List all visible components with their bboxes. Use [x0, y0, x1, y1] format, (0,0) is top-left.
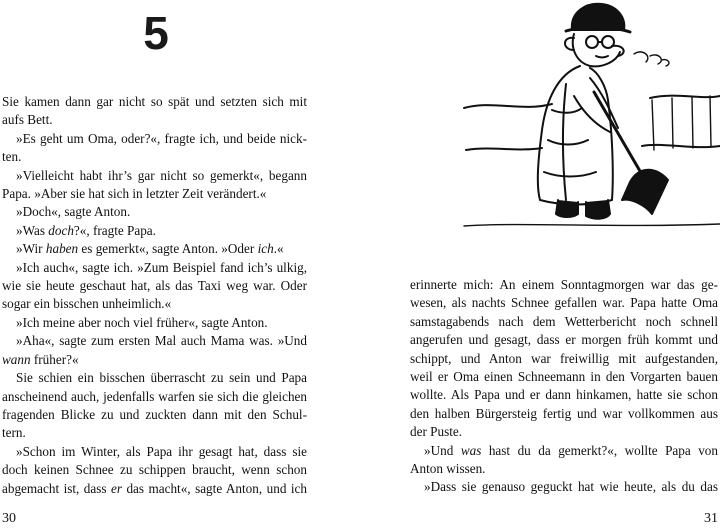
text-run: »Und: [424, 442, 461, 458]
text-line: [2, 388, 307, 406]
text-run: »Was: [16, 222, 49, 238]
text-run: wie sie heute geschaut hat, als das Taxi weg war. Oder: [2, 278, 307, 294]
text-line: [2, 167, 307, 185]
text-run: schippt, und Anton war freiwillig mit aufgestanden,: [410, 350, 718, 366]
text-line: [410, 368, 718, 386]
text-line: [410, 405, 718, 423]
text-line: [410, 294, 718, 312]
text-run: »Aha«, sagte zum ersten Mal auch Mama was. »Und: [16, 333, 307, 349]
text-line: [410, 442, 718, 460]
text-run: weil er Oma einen Schneemann in den Vorgarten bauen: [410, 369, 718, 385]
text-line: [2, 332, 307, 350]
text-run: anscheinend auch, jedenfalls warfen sie sich die gleichen: [2, 388, 307, 404]
emphasis-text: ich: [257, 241, 274, 257]
text-line: [2, 461, 307, 479]
text-line: [2, 277, 307, 295]
text-run: »Schon im Winter, als Papa ihr gesagt hat, dass sie: [16, 443, 307, 459]
text-run: abgemacht ist, dass: [2, 480, 111, 496]
text-run: wollte. Als Papa und er dann hinkamen, hatte sie schon: [410, 387, 718, 403]
emphasis-text: wann: [2, 351, 31, 367]
text-run: Papa. »Aber sie hat sich in letzter Zeit verändert.«: [2, 186, 267, 202]
text-line: [2, 443, 307, 461]
text-line: [2, 148, 307, 166]
text-run: ?«, fragte Papa.: [73, 222, 156, 238]
text-run: »Es geht um Oma, oder?«, fragte ich, und beide nick-: [16, 130, 307, 146]
text-run: hast du da gemerkt?«, wollte Papa von: [481, 442, 718, 458]
emphasis-text: haben: [45, 241, 79, 257]
text-line: [2, 424, 307, 442]
text-run: das macht«, sagte Anton, und ich: [121, 480, 307, 496]
text-run: tern.: [2, 425, 26, 441]
chapter-number: 5: [143, 7, 169, 59]
page-number-right: 31: [704, 511, 718, 526]
text-run: »Vielleicht habt ihr’s gar nicht so gemerkt«, begann: [16, 167, 307, 183]
text-line: [2, 203, 307, 221]
text-line: [2, 130, 307, 148]
text-line: [2, 185, 307, 203]
text-line: [2, 93, 307, 111]
text-line: [2, 480, 307, 498]
right-body-text: [410, 276, 718, 497]
emphasis-text: was: [460, 442, 482, 458]
text-line: [2, 222, 307, 240]
text-run: ten.: [2, 149, 22, 165]
text-line: [2, 406, 307, 424]
text-line: [410, 276, 718, 294]
text-line: [2, 111, 307, 129]
text-line: [2, 295, 307, 313]
text-run: den halben Bürgersteig fertig und war vollkommen aus: [410, 405, 718, 421]
page-number-left: 30: [2, 511, 16, 526]
text-run: wesen, als nachts Schnee gefallen war. Papa hatte Oma: [410, 295, 718, 311]
text-run: aufs Bett.: [2, 112, 53, 128]
text-line: [410, 478, 718, 496]
text-line: [410, 350, 718, 368]
text-run: »Wir: [16, 241, 46, 257]
text-line: [2, 314, 307, 332]
text-line: [410, 423, 718, 441]
text-line: [2, 369, 307, 387]
text-run: angerufen und gesagt, dass er morgen früh kommt und: [410, 332, 718, 348]
text-run: .«: [273, 241, 284, 257]
text-run: doch keinen Schnee zu schippen braucht, wenn schon: [2, 462, 307, 478]
text-line: [2, 240, 307, 258]
text-run: Sie kamen dann gar nicht so spät und setzten sich mit: [2, 94, 307, 109]
text-run: Anton wissen.: [410, 461, 486, 477]
text-run: Sie schien ein bisschen überrascht zu sein und Papa: [16, 370, 307, 386]
text-run: der Puste.: [410, 424, 463, 440]
text-run: früher?«: [30, 351, 79, 367]
text-run: fragenden Blicke zu und zuckten dann mit den Schul-: [2, 406, 307, 422]
left-page: [0, 0, 358, 532]
text-line: [410, 386, 718, 404]
text-run: »Dass sie genauso geguckt hat wie heute, als du das: [424, 479, 718, 495]
text-run: es gemerkt«, sagte Anton. »Oder: [78, 241, 258, 257]
text-line: [410, 460, 718, 478]
text-line: [410, 331, 718, 349]
text-line: [410, 313, 718, 331]
emphasis-text: er: [110, 480, 122, 496]
grandma-shoveling-snow-illustration: [462, 0, 720, 228]
text-line: [2, 259, 307, 277]
left-body-text: [2, 93, 307, 498]
right-page: [362, 0, 720, 532]
emphasis-text: doch: [48, 222, 74, 238]
text-run: »Doch«, sagte Anton.: [16, 204, 131, 220]
text-run: erinnerte mich: An einem Sonntagmorgen war das ge-: [410, 277, 718, 292]
text-run: samstagabends nach dem Wetterbericht noch schnell: [410, 313, 718, 329]
text-run: »Ich auch«, sagte ich. »Zum Beispiel fand ich’s ulkig,: [16, 259, 307, 275]
text-run: »Ich meine aber noch viel früher«, sagte Anton.: [16, 314, 268, 330]
text-run: sogar ein bisschen unheimlich.«: [2, 296, 172, 312]
text-line: [2, 351, 307, 369]
